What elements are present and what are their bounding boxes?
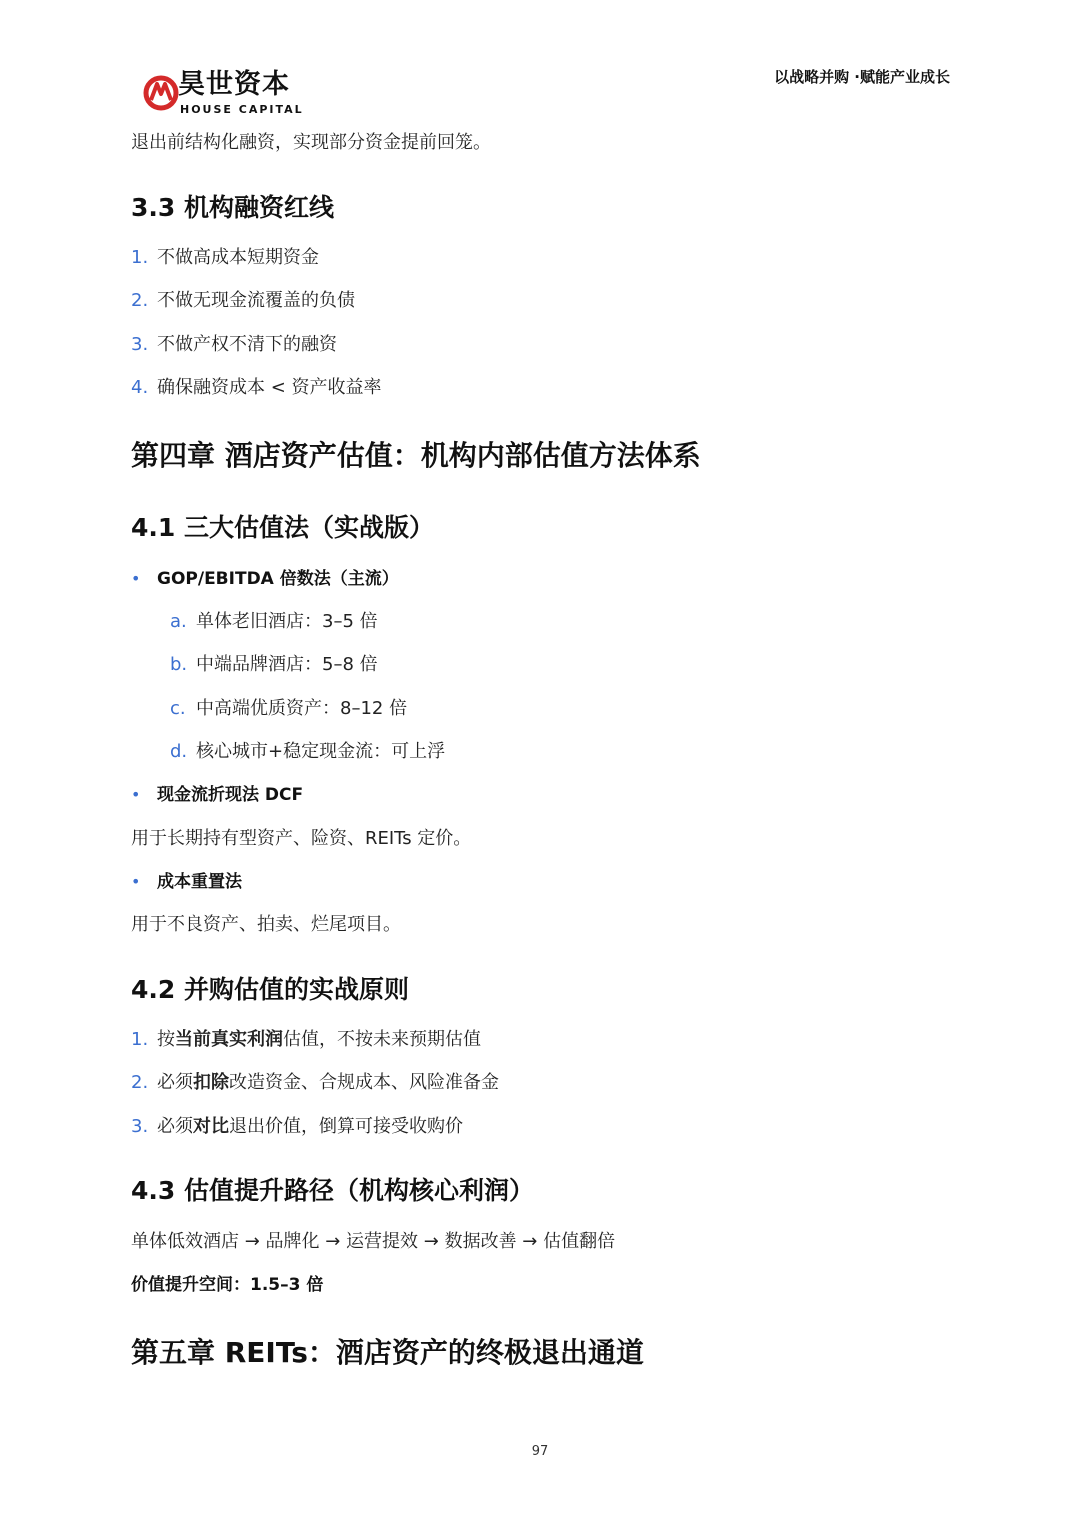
list-number: 3.: [131, 1116, 149, 1137]
list-text-post: 退出价值，倒算可接受收购价: [229, 1116, 463, 1137]
method-title: GOP/EBITDA 倍数法（主流）: [157, 569, 399, 589]
list-text-pre: 必须: [157, 1072, 193, 1093]
bullet-icon: •: [131, 785, 141, 804]
logo-chinese-text: 昊世资本: [178, 69, 290, 100]
list-number: 3.: [131, 334, 149, 355]
bullet-icon: •: [131, 569, 141, 588]
section-4-2-title: 4.2 并购估值的实战原则: [131, 975, 409, 1004]
list-item: [131, 1071, 499, 1095]
section-4-1-title: 4.1 三大估值法（实战版）: [131, 513, 434, 542]
list-item: [131, 1028, 481, 1052]
list-number: 1.: [131, 247, 149, 268]
page-number: 97: [531, 1444, 549, 1459]
list-item: [170, 610, 378, 634]
logo-english-text: HOUSE CAPITAL: [180, 103, 304, 116]
section-4-3-title: 4.3 估值提升路径（机构核心利润）: [131, 1176, 534, 1205]
method-title: 现金流折现法 DCF: [157, 785, 304, 805]
list-letter: d.: [170, 741, 188, 762]
chapter-4-title: 第四章 酒店资产估值：机构内部估值方法体系: [131, 439, 701, 472]
list-number: 1.: [131, 1029, 149, 1050]
list-text: 中高端优质资产：8–12 倍: [196, 698, 408, 719]
value-path: 单体低效酒店 → 品牌化 → 运营提效 → 数据改善 → 估值翻倍: [131, 1231, 616, 1252]
bullet-icon: •: [131, 872, 141, 891]
list-text-post: 改造资金、合规成本、风险准备金: [229, 1072, 499, 1093]
house-capital-logo-icon: [143, 70, 179, 116]
bullet-item: [131, 870, 242, 894]
header-tagline: 以战略并购 ·赋能产业成长: [774, 68, 950, 86]
method-description: 用于不良资产、拍卖、烂尾项目。: [131, 914, 401, 935]
bullet-item: [131, 783, 303, 807]
list-item: [131, 1115, 463, 1139]
list-item: [170, 653, 378, 677]
list-text: 核心城市+稳定现金流：可上浮: [196, 741, 446, 762]
list-number: 2.: [131, 290, 149, 311]
list-text-pre: 按: [157, 1029, 175, 1050]
chapter-5-title: 第五章 REITs：酒店资产的终极退出通道: [131, 1336, 644, 1369]
list-item: [170, 697, 407, 721]
list-letter: c.: [170, 698, 186, 719]
list-number: 4.: [131, 377, 149, 398]
list-text-bold: 当前真实利润: [175, 1029, 283, 1050]
list-letter: b.: [170, 654, 188, 675]
value-uplift: 价值提升空间：1.5–3 倍: [131, 1275, 324, 1295]
list-text: 中端品牌酒店：5–8 倍: [196, 654, 378, 675]
method-description: 用于长期持有型资产、险资、REITs 定价。: [131, 828, 472, 849]
bullet-item: [131, 567, 399, 591]
list-text-pre: 必须: [157, 1116, 193, 1137]
list-letter: a.: [170, 611, 187, 632]
list-text-post: 估值，不按未来预期估值: [283, 1029, 481, 1050]
method-title: 成本重置法: [157, 872, 242, 892]
list-item: [131, 333, 337, 357]
section-3-3-title: 3.3 机构融资红线: [131, 193, 334, 222]
list-text: 确保融资成本 < 资产收益率: [157, 377, 382, 398]
list-text: 不做高成本短期资金: [157, 247, 319, 268]
list-item: [131, 376, 382, 400]
intro-text: 退出前结构化融资，实现部分资金提前回笼。: [131, 132, 491, 153]
list-text-bold: 对比: [193, 1116, 229, 1137]
list-text: 不做产权不清下的融资: [157, 334, 337, 355]
list-text-bold: 扣除: [193, 1072, 229, 1093]
list-number: 2.: [131, 1072, 149, 1093]
list-text: 不做无现金流覆盖的负债: [157, 290, 355, 311]
list-text: 单体老旧酒店：3–5 倍: [196, 611, 378, 632]
list-item: [131, 246, 319, 270]
list-item: [170, 740, 445, 764]
list-item: [131, 289, 355, 313]
